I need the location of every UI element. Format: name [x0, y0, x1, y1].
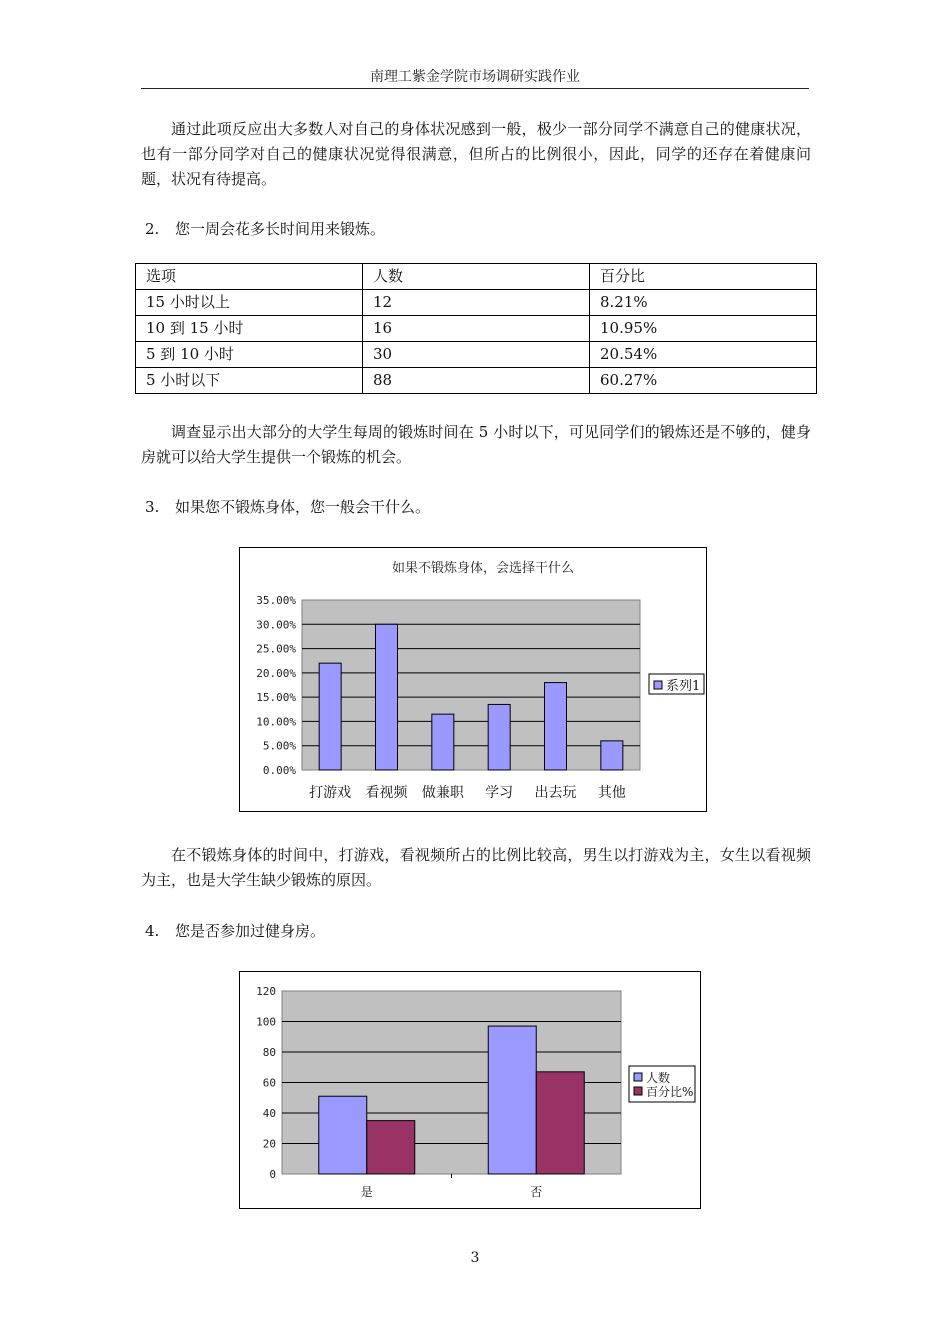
table-row: [136, 368, 817, 394]
table-cell: 15 小时以上: [136, 290, 363, 316]
table-cell: 60.27%: [590, 368, 817, 394]
paragraph-exercise-time: 调查显示出大部分的大学生每周的锻炼时间在 5 小时以下，可见同学们的锻炼还是不够的，健身房就可以给大学生提供一个锻炼的机会。: [141, 423, 811, 466]
activity-chart: [239, 547, 707, 812]
legend-swatch: [634, 1073, 642, 1081]
y-tick-label: 0.00%: [262, 764, 296, 777]
x-tick-label: 打游戏: [309, 785, 352, 801]
x-tick-label: 看视频: [365, 785, 408, 801]
gym-chart-svg: [240, 972, 700, 1208]
x-tick-label: 否: [530, 1185, 543, 1199]
legend-label: 人数: [646, 1071, 671, 1085]
bar: [488, 704, 510, 770]
y-tick-label: 40: [262, 1107, 276, 1120]
paragraph-health-summary: 通过此项反应出大多数人对自己的身体状况感到一般，极少一部分同学不满意自己的健康状况，也有一部分同学对自己的健康状况觉得很满意，但所占的比例很小，因此，同学的还存在着健康问题，状况有待提高。: [141, 120, 811, 188]
question-3-title: [145, 496, 430, 517]
table-cell: 30: [363, 342, 590, 368]
table-cell: 8.21%: [590, 290, 817, 316]
bar: [319, 1096, 367, 1174]
legend-label: 系列1: [666, 679, 701, 694]
table-row: [136, 316, 817, 342]
y-tick-label: 35.00%: [256, 594, 296, 607]
page-header: 南理工紫金学院市场调研实践作业: [370, 69, 580, 85]
gym-chart: [239, 971, 701, 1209]
table-cell: 5 到 10 小时: [136, 342, 363, 368]
y-tick-label: 20.00%: [256, 666, 296, 680]
y-tick-label: 20: [262, 1137, 276, 1151]
legend-label: 百分比%: [646, 1085, 694, 1099]
legend-swatch: [634, 1087, 642, 1095]
y-tick-label: 0: [269, 1168, 276, 1181]
bar: [376, 624, 398, 770]
bar: [432, 714, 454, 770]
table-cell: 10 到 15 小时: [136, 316, 363, 342]
table-header-cell: 选项: [136, 264, 363, 290]
bar: [488, 1026, 536, 1174]
question-text: 您一周会花多长时间用来锻炼。: [175, 220, 386, 238]
y-tick-label: 15.00%: [256, 691, 296, 705]
y-tick-label: 5.00%: [262, 739, 296, 753]
question-4-title: [145, 920, 325, 941]
y-tick-label: 30.00%: [256, 618, 296, 632]
table-header-row: [136, 264, 817, 290]
question-2-title: [145, 218, 385, 239]
page-number: 3: [470, 1250, 480, 1266]
question-text: 您是否参加过健身房。: [175, 922, 326, 940]
table-cell: 10.95%: [590, 316, 817, 342]
bar: [536, 1072, 584, 1174]
bar: [319, 663, 341, 770]
table-cell: 5 小时以下: [136, 368, 363, 394]
y-tick-label: 10.00%: [256, 715, 296, 729]
legend-swatch: [654, 681, 662, 689]
table-row: [136, 290, 817, 316]
question-number: 2.: [145, 220, 160, 238]
chart-title: 如果不锻炼身体，会选择干什么: [391, 561, 575, 576]
table-cell: 88: [363, 368, 590, 394]
exercise-time-table: [135, 263, 817, 394]
table-header-cell: 人数: [363, 264, 590, 290]
y-tick-label: 120: [256, 985, 276, 998]
y-tick-label: 60: [262, 1076, 276, 1090]
x-tick-label: 做兼职: [421, 785, 464, 801]
table-header-cell: 百分比: [590, 264, 817, 290]
x-tick-label: 是: [360, 1185, 373, 1199]
bar: [601, 741, 623, 770]
x-tick-label: 其他: [597, 785, 626, 801]
question-text: 如果您不锻炼身体，您一般会干什么。: [175, 498, 431, 516]
plot-area: [302, 600, 640, 770]
table-row: [136, 342, 817, 368]
bar: [367, 1121, 415, 1174]
x-tick-label: 学习: [485, 785, 514, 801]
y-tick-label: 100: [256, 1015, 276, 1029]
x-tick-label: 出去玩: [534, 785, 577, 801]
y-tick-label: 80: [262, 1046, 276, 1059]
table-cell: 16: [363, 316, 590, 342]
question-number: 4.: [145, 922, 160, 940]
y-tick-label: 25.00%: [256, 642, 296, 656]
bar: [545, 683, 567, 770]
paragraph-activity-summary: 在不锻炼身体的时间中，打游戏，看视频所占的比例比较高，男生以打游戏为主，女生以看视频为主，也是大学生缺少锻炼的原因。: [141, 846, 811, 889]
table-cell: 20.54%: [590, 342, 817, 368]
question-number: 3.: [145, 498, 160, 516]
header-divider: [141, 88, 809, 89]
activity-chart-svg: [240, 548, 706, 811]
table-cell: 12: [363, 290, 590, 316]
